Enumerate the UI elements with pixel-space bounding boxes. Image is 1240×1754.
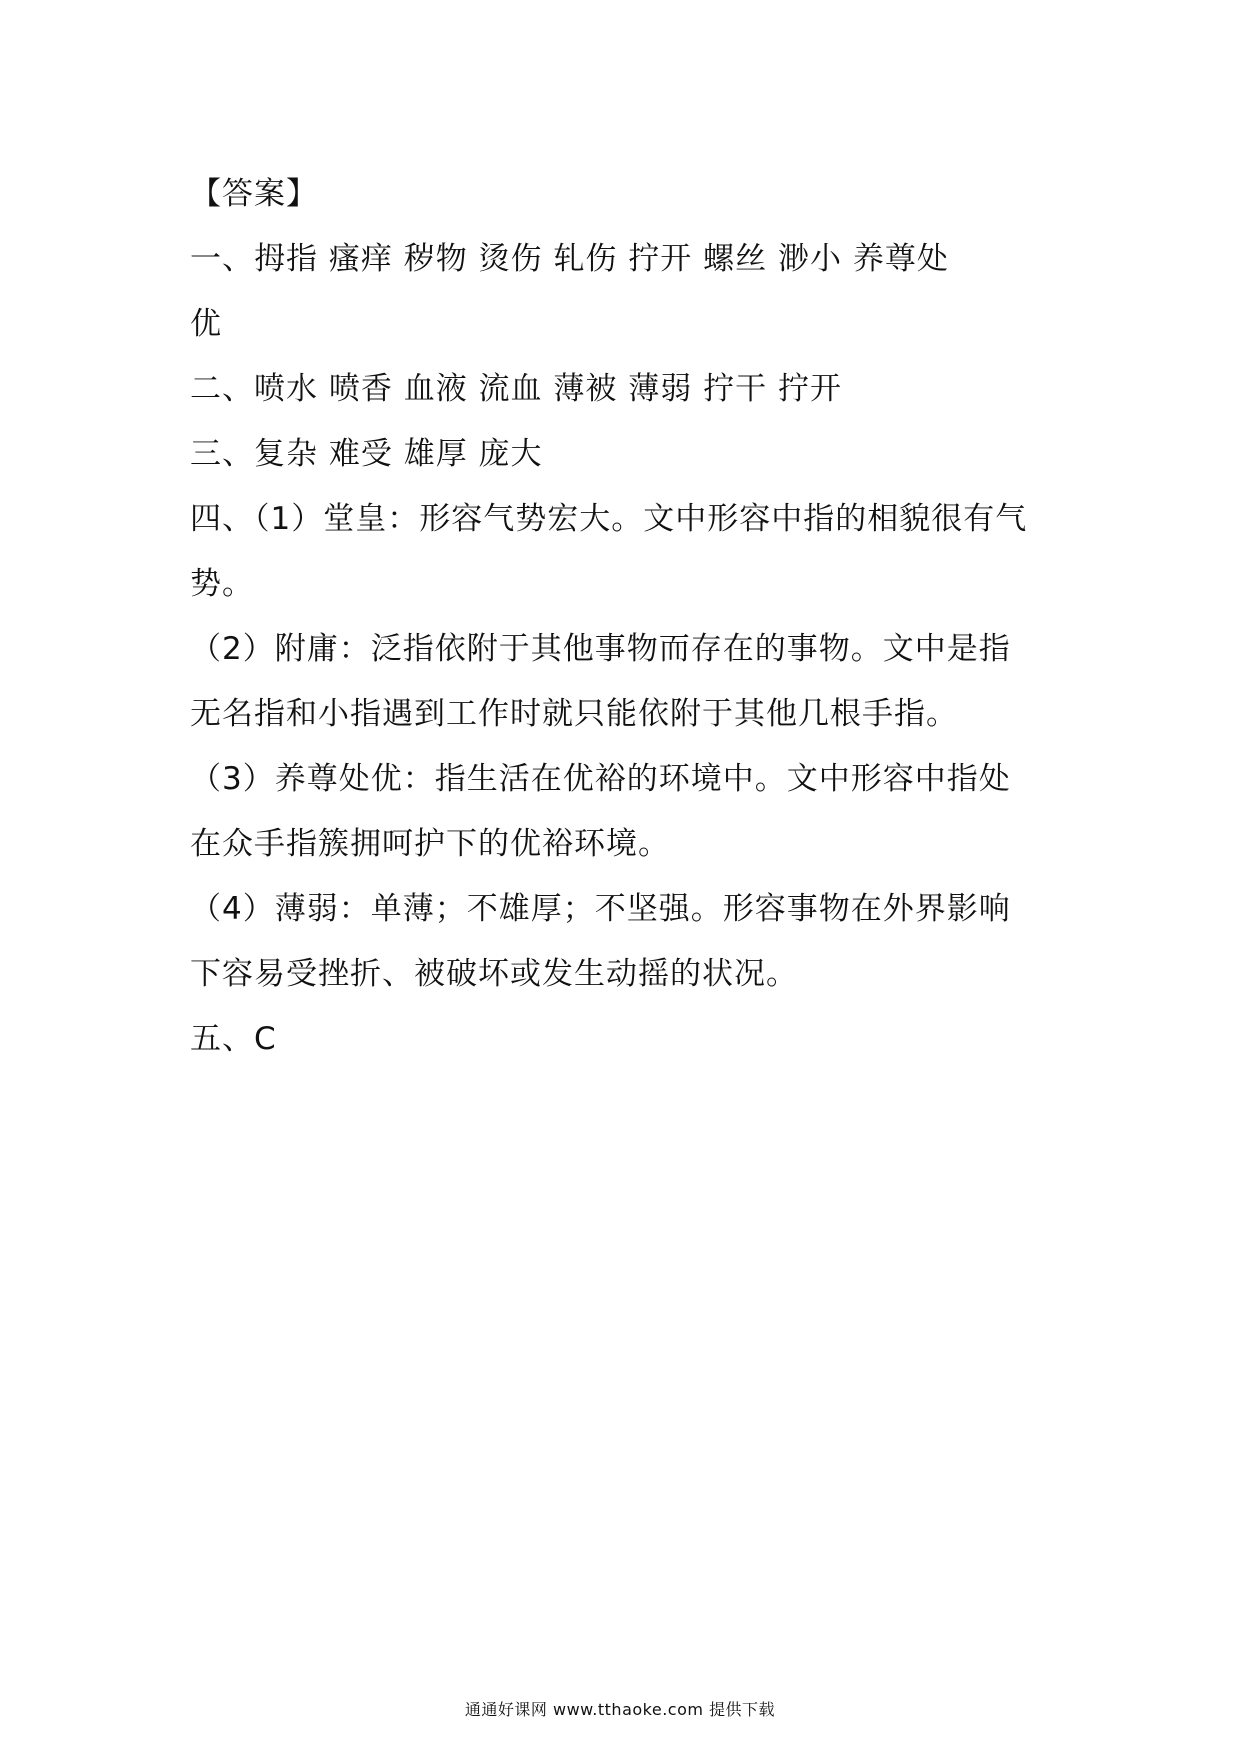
answer-line-3: 二、喷水 喷香 血液 流血 薄被 薄弱 拧干 拧开: [190, 371, 842, 407]
answer-section: [190, 162, 1060, 1072]
answer-line-7: （2）附庸：泛指依附于其他事物而存在的事物。文中是指: [190, 631, 1011, 667]
answer-line-2: 优: [190, 306, 222, 342]
answer-line-11: （4）薄弱：单薄；不雄厚；不坚强。形容事物在外界影响: [190, 891, 1011, 927]
answer-line-1: 一、拇指 瘙痒 秽物 烫伤 轧伤 拧开 螺丝 渺小 养尊处: [190, 241, 949, 277]
answer-line-6: 势。: [190, 566, 254, 602]
answer-line-13: 五、C: [190, 1021, 277, 1057]
answer-line-8: 无名指和小指遇到工作时就只能依附于其他几根手指。: [190, 696, 958, 732]
answer-line-4: 三、复杂 难受 雄厚 庞大: [190, 436, 543, 472]
answer-line-12: 下容易受挫折、被破坏或发生动摇的状况。: [190, 956, 798, 992]
answer-line-5: 四、（1）堂皇：形容气势宏大。文中形容中指的相貌很有气: [190, 501, 1028, 537]
answer-line-9: （3）养尊处优：指生活在优裕的环境中。文中形容中指处: [190, 761, 1011, 797]
answer-line-10: 在众手指簇拥呵护下的优裕环境。: [190, 826, 670, 862]
page-footer: 通通好课网 www.tthaoke.com 提供下载: [464, 1700, 776, 1719]
answer-heading: 【答案】: [190, 176, 318, 212]
